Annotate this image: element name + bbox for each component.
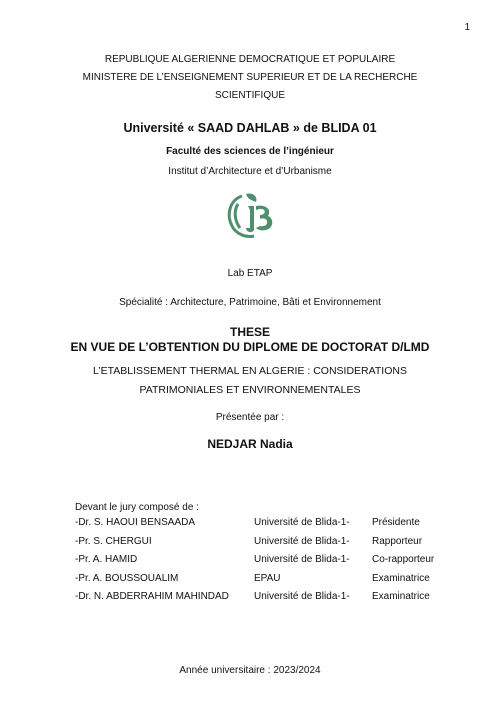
jury-member-role: Rapporteur [372,535,423,547]
republic-header [0,51,500,105]
thesis-title [0,325,500,355]
university-name: Université « SAAD DAHLAB » de BLIDA 01 [123,121,377,135]
jury-member [75,551,475,570]
jury-intro: Devant le jury composé de : [75,502,199,513]
jury-member-institution: Université de Blida-1- [254,517,350,528]
header-line-3: SCIENTIFIQUE [214,90,285,101]
jury-member [75,570,475,589]
jury-member-name: -Pr. A. BOUSSOUALIM [75,572,179,584]
university-logo-icon [222,190,278,240]
jury-member-institution: Université de Blida-1- [254,535,350,547]
author-name: NEDJAR Nadia [207,437,293,451]
jury-member-name: -Dr. N. ABDERRAHIM MAHINDAD [75,591,229,602]
lab-name: Lab ETAP [227,268,273,279]
thesis-subject [0,362,500,400]
jury-member-name: -Dr. S. HAOUI BENSAADA [75,517,196,528]
jury-member-role: Présidente [372,517,420,528]
specialty: Spécialité : Architecture, Patrimoine, Bâti et Environnement [119,297,381,308]
jury-member-name: -Pr. S. CHERGUI [75,535,152,547]
faculty-name: Faculté des sciences de l’ingénieur [166,146,334,157]
jury-member [75,514,475,533]
jury-member [75,533,475,552]
page-number: 1 [464,22,470,33]
jury-member-institution: EPAU [254,572,281,584]
header-line-1: REPUBLIQUE ALGERIENNE DEMOCRATIQUE ET POPULAIRE [104,54,396,65]
institute-name: Institut d’Architecture et d’Urbanisme [168,166,332,177]
jury-member-institution: Université de Blida-1- [254,591,350,602]
academic-year: Année universitaire : 2023/2024 [179,665,321,676]
thesis-title-line-1: THESE [229,325,270,339]
thesis-title-line-2: EN VUE DE L’OBTENTION DU DIPLOME DE DOCTORAT D/LMD [70,340,430,354]
jury-member-role: Examinatrice [372,572,430,584]
jury-member-role: Co-rapporteur [372,554,435,565]
jury-member-institution: Université de Blida-1- [254,554,350,565]
jury-list [75,514,475,607]
jury-member [75,588,475,607]
jury-member-name: -Pr. A. HAMID [75,554,138,565]
jury-member-role: Examinatrice [372,591,430,602]
header-line-2: MINISTERE DE L’ENSEIGNEMENT SUPERIEUR ET DE LA RECHERCHE [82,72,418,83]
presented-by: Présentée par : [215,412,285,423]
thesis-subject-line-1: L’ETABLISSEMENT THERMAL EN ALGERIE : CONSIDERATIONS [93,365,407,377]
thesis-subject-line-2: PATRIMONIALES ET ENVIRONNEMENTALES [139,384,361,396]
